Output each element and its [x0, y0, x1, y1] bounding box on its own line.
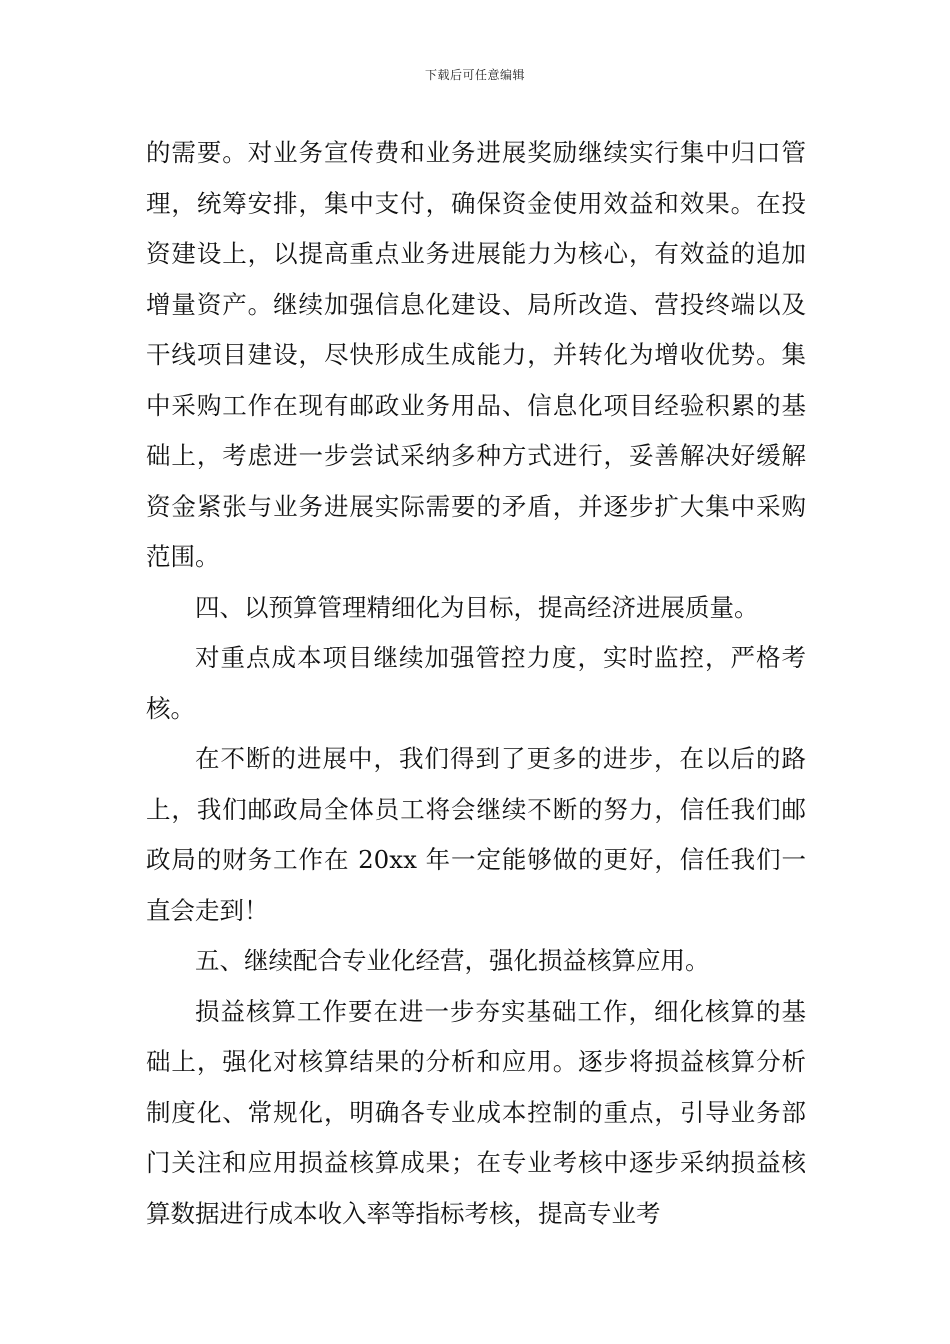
paragraph-progress: 在不断的进展中，我们得到了更多的进步，在以后的路上，我们邮政局全体员工将会继续不断的努力，信任我们邮政局的财务工作在 20xx 年一定能够做的更好，信任我们一直会走到！ — [146, 744, 806, 925]
paragraph-heading-four: 四、以预算管理精细化为目标，提高经济进展质量。 — [195, 592, 759, 622]
paragraph-heading-five: 五、继续配合专业化经营，强化损益核算应用。 — [195, 946, 710, 975]
paragraph-cost-control: 对重点成本项目继续加强管控力度，实时监控，严格考核。 — [146, 643, 806, 723]
paragraph-continuation: 的需要。对业务宣传费和业务进展奖励继续实行集中归口管理，统筹安排，集中支付，确保资金使用效益和效果。在投资建设上，以提高重点业务进展能力为核心，有效益的追加增量资产。继续加强信息化建设、局所改造、营投终端以及干线项目建设，尽快形成生成能力，并转化为增收优势。集中采购工作在现有邮政业务用品、信息化项目经验积累的基础上，考虑进一步尝试采纳多种方式进行，妥善解决好缓解资金紧张与业务进展实际需要的矛盾，并逐步扩大集中采购范围。 — [146, 138, 806, 571]
page-header: 下载后可任意编辑 — [424, 68, 525, 82]
document-body — [146, 128, 806, 1239]
paragraph-profit-loss: 损益核算工作要在进一步夯实基础工作，细化核算的基础上，强化对核算结果的分析和应用。逐步将损益核算分析制度化、常规化，明确各专业成本控制的重点，引导业务部门关注和应用损益核算成果；在专业考核中逐步采纳损益核算数据进行成本收入率等指标考核，提高专业考 — [146, 996, 806, 1228]
